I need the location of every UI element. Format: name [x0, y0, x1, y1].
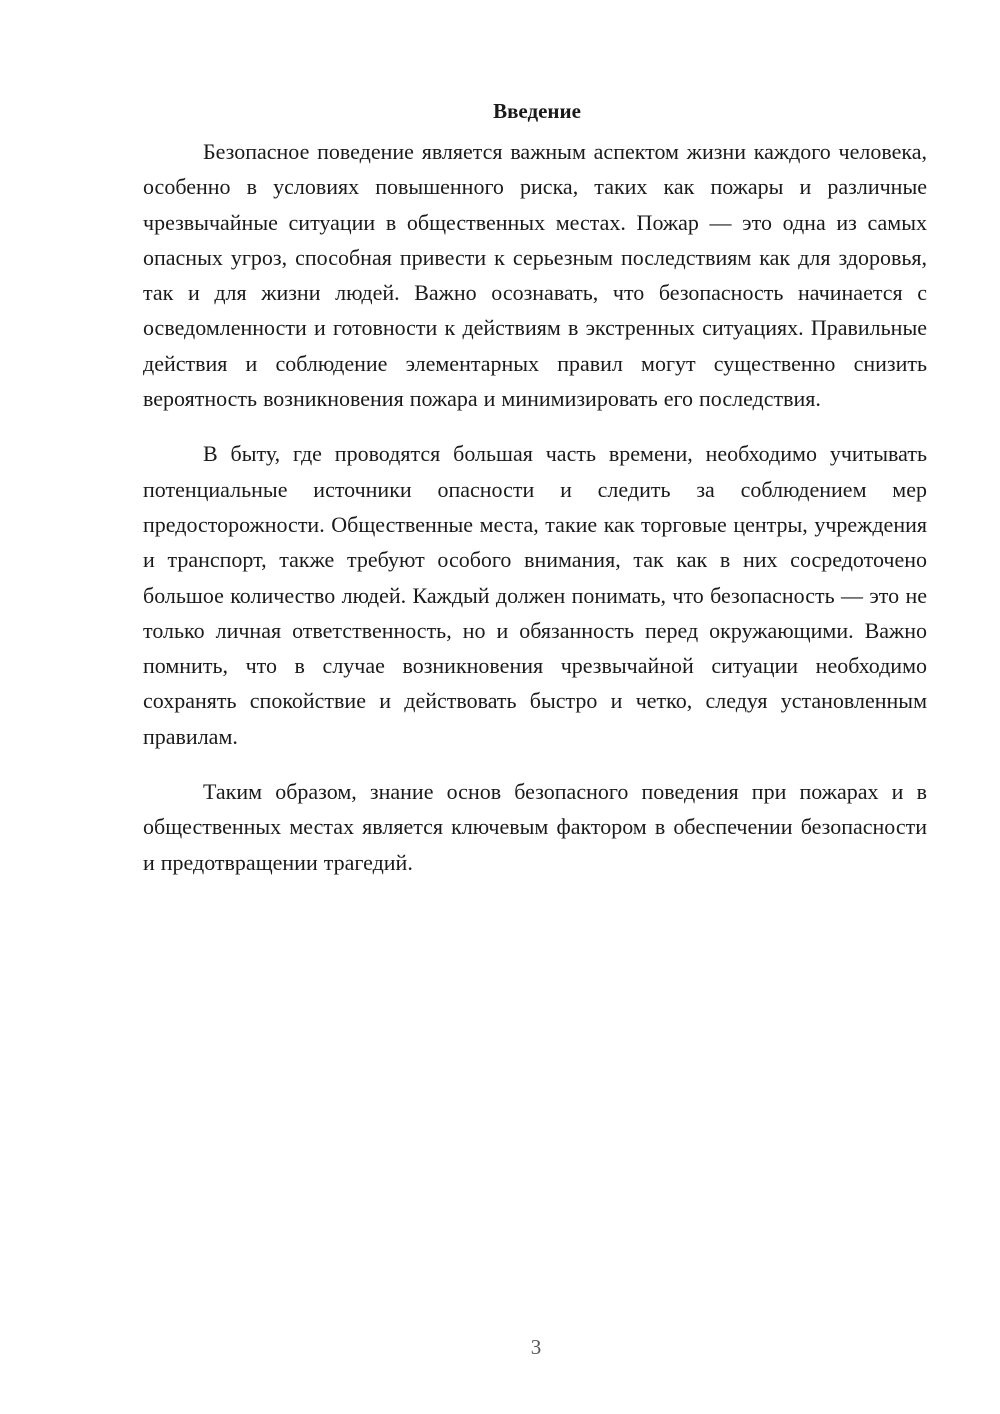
paragraph-3: Таким образом, знание основ безопасного поведения при пожарах и в общественных местах является ключевым фактором в обеспечении безопасности и предотвращении трагедий. — [143, 779, 927, 875]
section-heading: Введение — [493, 99, 581, 123]
page-number: 3 — [530, 1335, 542, 1359]
page-content — [143, 96, 927, 880]
paragraph-1: Безопасное поведение является важным аспектом жизни каждого человека, особенно в условиях повышенного риска, таких как пожары и различные чрезвычайные ситуации в общественных местах. Пожар — это одна из самых опасных угроз, способная привести к серьезным последствиям как для здоровья, так и для жизни людей. Важно осознавать, что безопасность начинается с осведомленности и готовности к действиям в экстренных ситуациях. Правильные действия и соблюдение элементарных правил могут существенно снизить вероятность возникновения пожара и минимизировать его последствия. — [143, 139, 927, 412]
paragraph-2: В быту, где проводятся большая часть времени, необходимо учитывать потенциальные источники опасности и следить за соблюдением мер предосторожности. Общественные места, такие как торговые центры, учреждения и транспорт, также требуют особого внимания, так как в них сосредоточено большое количество людей. Каждый должен понимать, что безопасность — это не только личная ответственность, но и обязанность перед окружающими. Важно помнить, что в случае возникновения чрезвычайной ситуации необходимо сохранять спокойствие и действовать быстро и четко, следуя установленным правилам. — [143, 441, 927, 749]
